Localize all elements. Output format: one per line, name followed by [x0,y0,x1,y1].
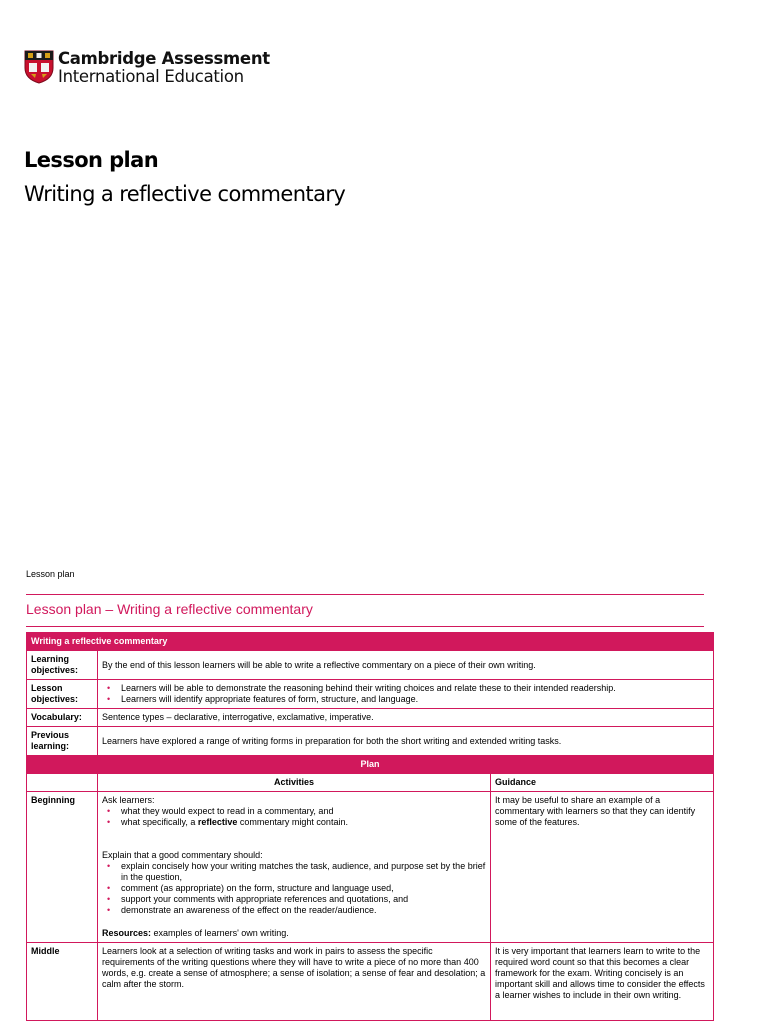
resources [102,928,486,939]
running-header: Lesson plan [26,569,75,579]
list-item: • Learners will identify appropriate features of form, structure, and language. [119,694,709,705]
explain-intro: Explain that a good commentary should: [102,850,263,860]
learning-objectives-text: By the end of this lesson learners will be able to write a reflective commentary on a piece of their own writing. [98,651,714,680]
resources-label: Resources: [102,928,152,938]
table-row [27,651,714,680]
beginning-guidance: It may be useful to share an example of a commentary with learners so that they can identify some of the features. [491,792,714,943]
list-item: • explain concisely how your writing matches the task, audience, and purpose set by the brief in the question, [119,861,486,883]
beginning-label: Beginning [27,792,98,943]
middle-activities: Learners look at a selection of writing tasks and work in pairs to assess the specific requirements of the writing questions where they will have to write a piece of no more than 400 words, e.g. create a sense of atmosphere; a sense of isolation; a sense of fear and desolation; a calm after the storm. [98,943,491,1021]
list-item-emphasis: reflective [197,817,238,827]
brand-name-line1: Cambridge Assessment [58,49,270,68]
plan-label: Plan [27,756,714,774]
previous-learning-text: Learners have explored a range of writing forms in preparation for both the short writing and extended writing tasks. [98,727,714,756]
list-item: • demonstrate an awareness of the effect on the reader/audience. [119,905,486,916]
table-heading-row [27,633,714,651]
list-item-text: what specifically, a [121,817,198,827]
middle-guidance: It is very important that learners learn to write to the required word count so that this becomes a clear framework for the exam. Writing concisely is an important skill and allows time to consider the effects a learner wishes to include in their own writing. [491,943,714,1021]
brand-logo [24,50,270,86]
table-row [27,792,714,943]
previous-learning-label: Previous learning: [27,727,98,756]
plan-row [27,756,714,774]
beginning-activities [98,792,491,943]
lesson-objectives-cell [98,680,714,709]
list-item-text: commentary might contain. [237,817,348,827]
lesson-plan-table [26,632,714,1021]
ask-intro: Ask learners: [102,795,155,805]
activities-header: Activities [98,774,491,792]
should-list [102,861,486,916]
table-row [27,680,714,709]
table-row [27,727,714,756]
list-item: • what they would expect to read in a commentary, and [119,806,486,817]
empty-header-cell [27,774,98,792]
brand-name-line2: International Education [58,67,244,86]
vocabulary-text: Sentence types – declarative, interrogative, exclamative, imperative. [98,709,714,727]
lesson-objectives-label: Lesson objectives: [27,680,98,709]
page-title: Lesson plan [24,148,159,172]
divider-bottom [26,626,704,627]
page-subtitle: Writing a reflective commentary [24,182,346,206]
list-item: • support your comments with appropriate references and quotations, and [119,894,486,905]
guidance-header: Guidance [491,774,714,792]
learning-objectives-label: Learning objectives: [27,651,98,680]
list-item: • comment (as appropriate) on the form, structure and language used, [119,883,486,894]
list-item: • Learners will be able to demonstrate the reasoning behind their writing choices and relate these to their intended readership. [119,683,709,694]
list-item [119,817,486,828]
table-header-row [27,774,714,792]
divider-top [26,594,704,595]
ask-list [102,806,486,828]
resources-text: examples of learners' own writing. [151,928,289,938]
lesson-objectives-list [102,683,709,705]
table-row [27,709,714,727]
cambridge-shield-icon [24,50,54,84]
table-row [27,943,714,1021]
table-heading: Writing a reflective commentary [27,633,714,651]
section-title: Lesson plan – Writing a reflective commentary [26,601,313,617]
vocabulary-label: Vocabulary: [27,709,98,727]
middle-label: Middle [27,943,98,1021]
